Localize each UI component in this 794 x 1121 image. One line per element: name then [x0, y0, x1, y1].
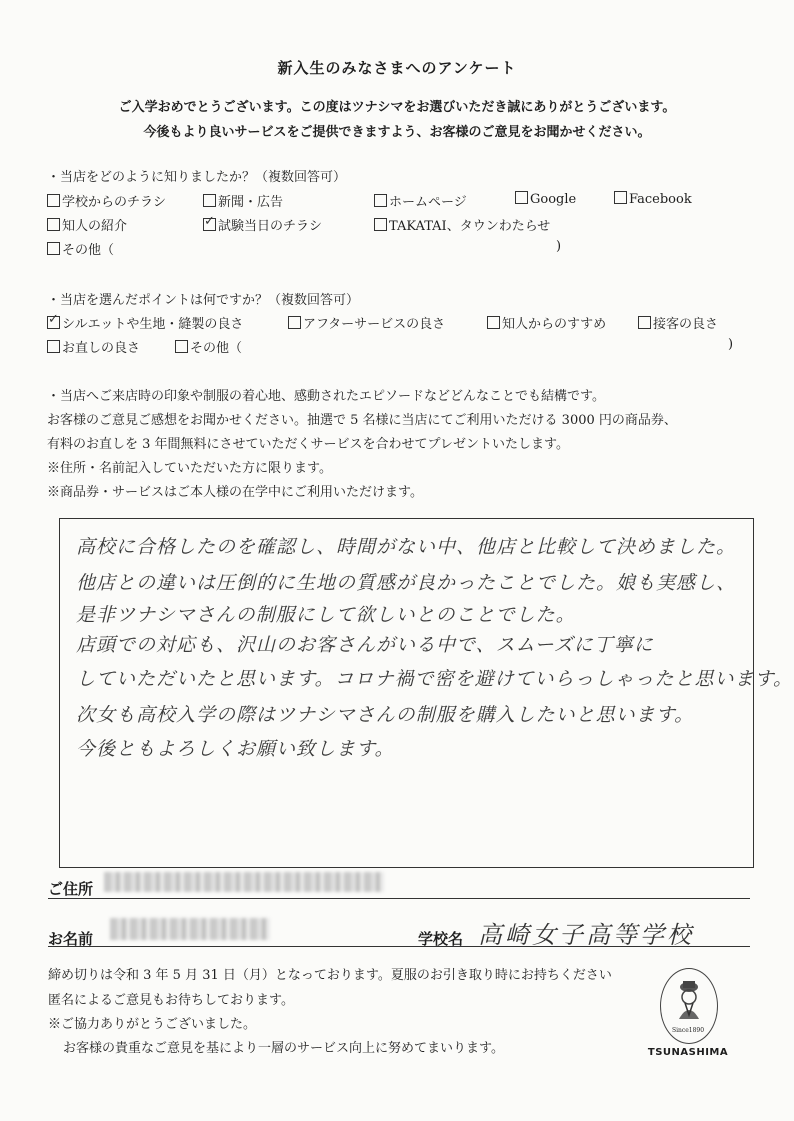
comment-line-4: 店頭での対応も、沢山のお客さんがいる中で、スムーズに丁寧に — [76, 634, 654, 656]
q1-option-exam-day-flyer[interactable]: ✓ 試験当日のチラシ — [203, 215, 322, 234]
footer-line-1: 締め切りは令和 3 年 5 月 31 日（月）となっております。夏服のお引き取り時にお持ちください — [48, 968, 612, 983]
note-line-1: ・当店へご来店時の印象や制服の着心地、感動されたエピソードなどどんなことでも結構です。 — [47, 389, 605, 404]
checkbox-icon[interactable] — [47, 242, 60, 255]
checkbox-icon[interactable] — [47, 194, 60, 207]
checkbox-icon[interactable] — [47, 218, 60, 231]
q1-other-close: ) — [556, 239, 562, 254]
name-redacted — [110, 918, 270, 940]
q1-option-google[interactable]: Google — [515, 191, 576, 207]
intro-line-2: 今後もより良いサービスをご提供できますよう、お客様のご意見をお聞かせください。 — [143, 125, 651, 140]
name-label: お名前 — [48, 930, 94, 948]
q1-option-referral[interactable]: 知人の紹介 — [47, 215, 127, 234]
checkbox-icon[interactable] — [638, 316, 651, 329]
footer-line-4: お客様の貴重なご意見を基により一層のサービス向上に努めてまいります。 — [63, 1041, 504, 1056]
checkbox-icon[interactable] — [47, 340, 60, 353]
q1-option-takatai[interactable]: TAKATAI、タウンわたらせ — [374, 215, 550, 234]
checkbox-icon[interactable] — [487, 316, 500, 329]
brand-since: Since1890 — [671, 1027, 705, 1034]
q2-option-recommendation[interactable]: 知人からのすすめ — [487, 313, 606, 332]
name-underline[interactable] — [48, 946, 750, 947]
checkbox-checked-icon[interactable] — [47, 316, 60, 329]
address-underline[interactable] — [48, 898, 750, 899]
q2-option-customer-service[interactable]: 接客の良さ — [638, 313, 718, 332]
address-label: ご住所 — [48, 880, 94, 898]
checkbox-icon[interactable] — [374, 218, 387, 231]
q2-option-alterations[interactable]: お直しの良さ — [47, 337, 140, 356]
checkbox-checked-icon[interactable] — [203, 218, 216, 231]
comment-line-7: 今後ともよろしくお願い致します。 — [76, 738, 395, 760]
comment-line-5: していただいたと思います。コロナ禍で密を避けていらっしゃったと思います。 — [76, 668, 793, 690]
school-label: 学校名 — [418, 930, 464, 948]
q1-option-other[interactable]: その他（ — [47, 239, 114, 258]
checkbox-icon[interactable] — [288, 316, 301, 329]
note-line-4: ※住所・名前記入していただいた方に限ります。 — [47, 461, 332, 476]
intro-line-1: ご入学おめでとうございます。この度はツナシマをお選びいただき誠にありがとうございます。 — [118, 100, 676, 115]
checkbox-icon[interactable] — [515, 191, 528, 204]
checkbox-icon[interactable] — [374, 194, 387, 207]
q2-option-other[interactable]: その他（ — [175, 337, 242, 356]
checkbox-icon[interactable] — [203, 194, 216, 207]
comment-line-1: 高校に合格したのを確認し、時間がない中、他店と比較して決めました。 — [76, 536, 737, 558]
brand-name: TSUNASHIMA — [647, 1047, 729, 1058]
question-2: ・当店を選んだポイントは何ですか？（複数回答可） — [47, 293, 360, 308]
footer-line-2: 匿名によるご意見もお待ちしております。 — [48, 993, 294, 1008]
note-line-2: お客様のご意見ご感想をお聞かせください。抽選で 5 名様に当店にてご利用いただける 3000 円の商品券、 — [47, 413, 677, 428]
school-name-handwritten: 高崎女子高等学校 — [478, 921, 694, 949]
q1-option-newspaper[interactable]: 新聞・広告 — [203, 191, 283, 210]
comment-line-3: 是非ツナシマさんの制服にして欲しいとのことでした。 — [76, 604, 576, 626]
comment-line-6: 次女も高校入学の際はツナシマさんの制服を購入したいと思います。 — [76, 704, 695, 726]
address-redacted — [104, 872, 384, 892]
note-line-3: 有料のお直しを 3 年間無料にさせていただくサービスを合わせてプレゼントいたします。 — [47, 437, 569, 452]
q2-other-close: ) — [728, 337, 734, 352]
note-line-5: ※商品券・サービスはご本人様の在学中にご利用いただけます。 — [47, 485, 423, 500]
survey-title: 新入生のみなさまへのアンケート — [277, 59, 517, 77]
checkbox-icon[interactable] — [175, 340, 188, 353]
q2-option-silhouette[interactable]: ✓シルエットや生地・縫製の良さ — [47, 313, 243, 332]
q2-option-after-service[interactable]: アフターサービスの良さ — [288, 313, 445, 332]
question-1: ・当店をどのように知りましたか？（複数回答可） — [47, 170, 347, 185]
footer-line-3: ※ご協力ありがとうございました。 — [48, 1017, 257, 1032]
q1-option-facebook[interactable]: Facebook — [614, 191, 692, 207]
comment-line-2: 他店との違いは圧倒的に生地の質感が良かったことでした。娘も実感し、 — [76, 572, 737, 594]
q1-option-homepage[interactable]: ホームページ — [374, 191, 467, 210]
q1-option-school-flyer[interactable]: 学校からのチラシ — [47, 191, 166, 210]
checkbox-icon[interactable] — [614, 191, 627, 204]
